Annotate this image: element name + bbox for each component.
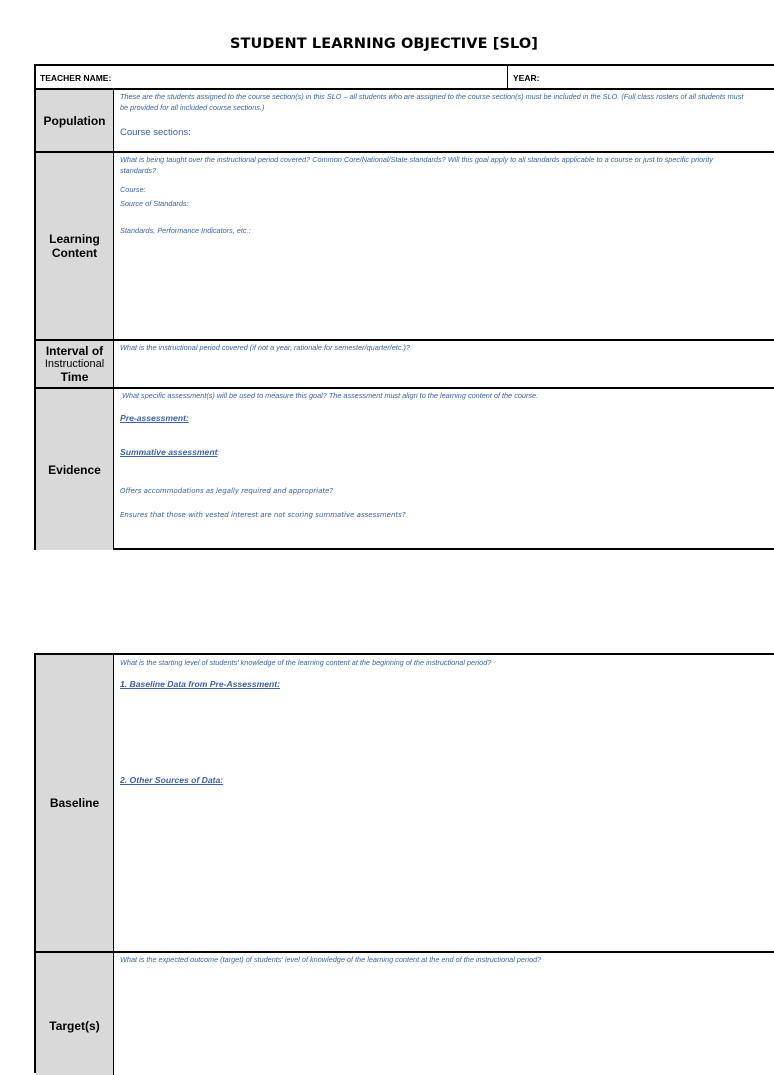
- targets-prompt: What is the expected outcome (target) of students' level of knowledge of the learning content at the end of the instructional period?: [120, 955, 542, 964]
- interval-label: [36, 341, 114, 387]
- teacher-name-label: TEACHER NAME:: [40, 73, 112, 83]
- year-label: YEAR:: [513, 73, 540, 83]
- evidence-row: [36, 389, 774, 550]
- slo-table-top: [34, 64, 774, 550]
- baseline-prompt: What is the starting level of students' knowledge of the learning content at the beginning of the instructional period?: [120, 658, 492, 667]
- evidence-label: Evidence: [36, 389, 114, 550]
- summative-colon: :: [217, 448, 220, 457]
- header-row: [36, 66, 774, 88]
- population-content[interactable]: [116, 90, 774, 151]
- learning-content-content[interactable]: [116, 153, 774, 339]
- vested-interest-question: Ensures that those with vested interest are not scoring summative assessments?: [120, 511, 406, 519]
- interval-label-line3: Time: [60, 369, 89, 384]
- interval-label-line1: Interval of: [45, 343, 104, 358]
- evidence-content[interactable]: [116, 389, 774, 550]
- summative-assessment-label: [120, 447, 219, 458]
- interval-label-line2: Instructional: [44, 357, 105, 370]
- summative-assessment-text: Summative assessment: [120, 447, 218, 457]
- teacher-name-field[interactable]: [116, 66, 506, 88]
- standards-label: Standards, Performance Indicators, etc.:: [120, 226, 251, 235]
- year-field[interactable]: [541, 66, 771, 88]
- baseline-label: Baseline: [36, 655, 114, 951]
- targets-content[interactable]: [116, 953, 774, 1075]
- document-title: STUDENT LEARNING OBJECTIVE [SLO]: [230, 36, 538, 52]
- course-label: Course:: [120, 185, 146, 194]
- learning-content-label-line2: Content: [51, 246, 98, 260]
- learning-content-label: [36, 153, 114, 339]
- interval-prompt: What is the instructional period covered (if not a year, rationale for semester/quarter/etc.)?: [120, 343, 410, 352]
- population-row: [36, 90, 774, 151]
- interval-row: [36, 341, 774, 387]
- population-label: Population: [36, 90, 114, 151]
- slo-table-bottom: [34, 653, 774, 1073]
- learning-content-label-line1: Learning: [49, 232, 100, 246]
- interval-content[interactable]: [116, 341, 774, 387]
- learning-content-prompt: What is being taught over the instructional period covered? Common Core/National/State standards? Will this goal apply to all standards applicable to a course or just to specific priority standards?: [120, 155, 713, 175]
- pre-assessment-label: Pre-assessment:: [120, 413, 189, 423]
- baseline-content[interactable]: [116, 655, 774, 951]
- baseline-row: [36, 655, 774, 951]
- targets-label-text: Target(s): [49, 1019, 100, 1033]
- targets-row: [36, 953, 774, 1075]
- source-of-standards-label: Source of Standards:: [120, 199, 189, 208]
- accommodations-question: Offers accommodations as legally required and appropriate?: [120, 487, 334, 495]
- targets-label: [36, 953, 114, 1075]
- evidence-prompt: What specific assessment(s) will be used to measure this goal? The assessment must align to the learning content of the course.: [122, 391, 539, 400]
- learning-content-row: [36, 153, 774, 339]
- header-divider: [507, 66, 508, 88]
- course-sections-label: Course sections:: [120, 127, 191, 138]
- baseline-item-pre-assessment: 1. Baseline Data from Pre-Assessment:: [120, 679, 281, 689]
- population-prompt: These are the students assigned to the course section(s) in this SLO – all students who are assigned to the course section(s) must be included in the SLO. (Full class rosters of all students must be provided for all included course sections.): [120, 92, 744, 112]
- baseline-item-other-sources: 2. Other Sources of Data:: [120, 775, 224, 785]
